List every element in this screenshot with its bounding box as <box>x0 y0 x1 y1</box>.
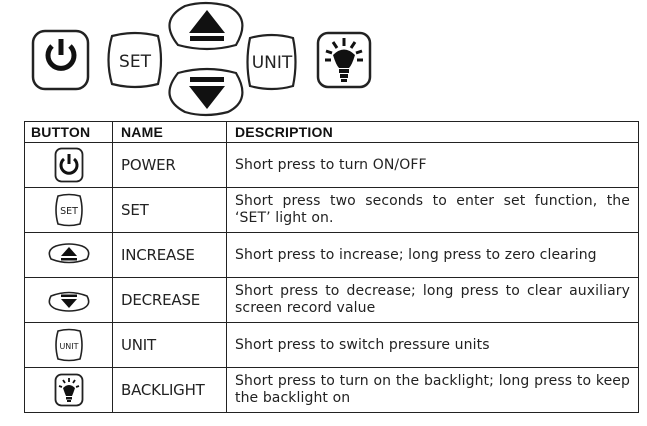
row-description: Short press to turn on the backlight; long press to keep the backlight on <box>227 368 639 413</box>
backlight-icon <box>54 373 84 407</box>
down-arrow-icon <box>46 287 92 313</box>
backlight-button[interactable] <box>318 33 370 87</box>
keypad <box>0 0 647 118</box>
power-button[interactable] <box>33 31 88 89</box>
set-button[interactable] <box>109 33 162 87</box>
row-description: Short press to increase; long press to zero clearing <box>227 233 639 278</box>
set-key-icon-label: SET <box>59 206 78 217</box>
unit-key-icon-label: UNIT <box>58 342 79 351</box>
table-row <box>25 143 639 188</box>
up-button[interactable] <box>169 3 242 49</box>
row-description: Short press to switch pressure units <box>227 323 639 368</box>
up-arrow-icon <box>46 242 92 268</box>
row-name: DECREASE <box>113 278 227 323</box>
row-description: Short press two seconds to enter set function, the ‘SET’ light on. <box>227 188 639 233</box>
button-description-table <box>24 121 639 413</box>
table-row <box>25 323 639 368</box>
row-name: INCREASE <box>113 233 227 278</box>
down-button[interactable] <box>169 69 242 115</box>
table-row <box>25 233 639 278</box>
row-name: POWER <box>113 143 227 188</box>
table-header-row <box>25 122 639 143</box>
column-header-description: DESCRIPTION <box>227 122 639 143</box>
column-header-name: NAME <box>113 122 227 143</box>
unit-button[interactable] <box>248 35 296 89</box>
row-name: BACKLIGHT <box>113 368 227 413</box>
unit-button-label: UNIT <box>251 53 293 73</box>
table-row <box>25 278 639 323</box>
unit-key-icon <box>54 328 84 362</box>
row-name: SET <box>113 188 227 233</box>
power-icon <box>54 147 84 183</box>
row-description: Short press to turn ON/OFF <box>227 143 639 188</box>
row-name: UNIT <box>113 323 227 368</box>
set-key-icon <box>54 193 84 227</box>
row-description: Short press to decrease; long press to clear auxiliary screen record value <box>227 278 639 323</box>
set-button-label: SET <box>119 52 151 72</box>
table-row <box>25 368 639 413</box>
table-row <box>25 188 639 233</box>
column-header-button: BUTTON <box>25 122 113 143</box>
